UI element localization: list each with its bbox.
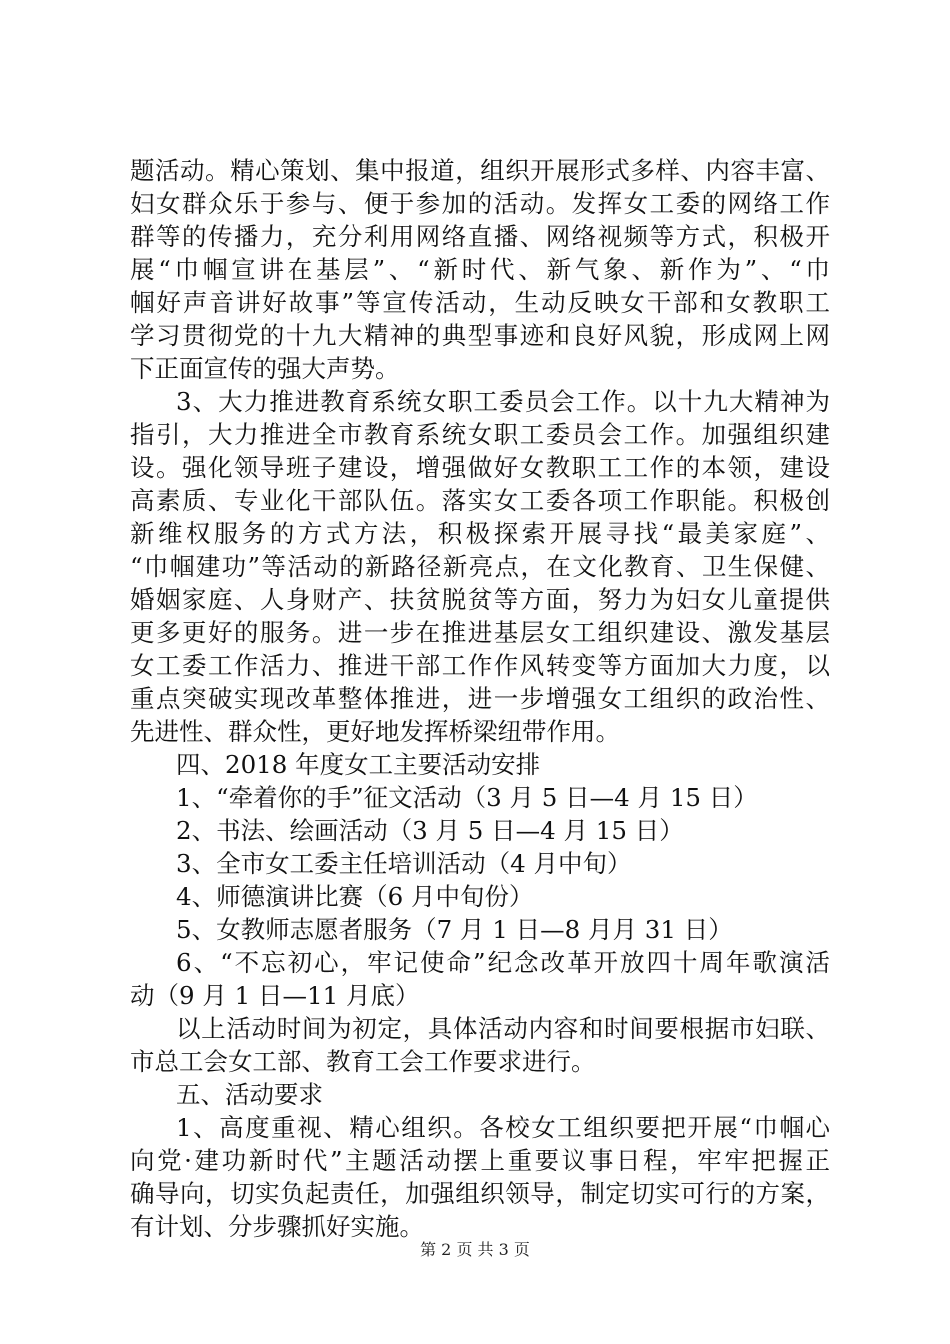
text-line: 先进性、群众性，更好地发挥桥梁纽带作用。 [130,717,620,746]
text-line: 妇女群众乐于参与、便于参加的活动。发挥女工委的网络工作 [130,189,830,218]
section-heading: 四、2018 年度女工主要活动安排 [176,750,541,779]
text-line: 向党·建功新时代”主题活动摆上重要议事日程，牢牢把握正 [130,1146,830,1175]
text-line: 以上活动时间为初定，具体活动内容和时间要根据市妇联、 [176,1014,830,1043]
text-line: 更多更好的服务。进一步在推进基层女工组织建设、激发基层 [130,618,830,647]
text-line: 学习贯彻党的十九大精神的典型事迹和良好风貌，形成网上网 [130,321,830,350]
text-line: “巾帼建功”等活动的新路径新亮点，在文化教育、卫生保健、 [130,552,830,581]
page-footer: 第 2 页 共 3 页 [420,1240,530,1259]
list-item: 5、女教师志愿者服务（7 月 1 日—8 月月 31 日） [176,915,733,944]
text-line: 有计划、分步骤抓好实施。 [130,1212,424,1241]
text-line: 下正面宣传的强大声势。 [130,354,400,383]
list-item: 1、“牵着你的手”征文活动（3 月 5 日—4 月 15 日） [176,783,758,812]
text-line: 群等的传播力，充分利用网络直播、网络视频等方式，积极开 [130,222,830,251]
text-line: 新维权服务的方式方法，积极探索开展寻找“最美家庭”、 [130,519,830,548]
text-line: 1、高度重视、精心组织。各校女工组织要把开展“巾帼心 [176,1113,830,1142]
text-line: 帼好声音讲好故事”等宣传活动，生动反映女干部和女教职工 [130,288,830,317]
text-line: 婚姻家庭、人身财产、扶贫脱贫等方面，努力为妇女儿童提供 [130,585,830,614]
text-line: 设。强化领导班子建设，增强做好女教职工工作的本领，建设 [130,453,830,482]
list-item: 4、师德演讲比赛（6 月中旬份） [176,882,534,911]
text-line: 题活动。精心策划、集中报道，组织开展形式多样、内容丰富、 [130,156,830,185]
document-body [130,154,830,1243]
text-line: 市总工会女工部、教育工会工作要求进行。 [130,1047,596,1076]
list-item: 6、“不忘初心，牢记使命”纪念改革开放四十周年歌演活 [176,948,830,977]
text-line: 展“巾帼宣讲在基层”、“新时代、新气象、新作为”、“巾 [130,255,830,284]
list-item: 2、书法、绘画活动（3 月 5 日—4 月 15 日） [176,816,684,845]
list-item: 3、全市女工委主任培训活动（4 月中旬） [176,849,632,878]
text-line: 重点突破实现改革整体推进，进一步增强女工组织的政治性、 [130,684,830,713]
text-line: 高素质、专业化干部队伍。落实女工委各项工作职能。积极创 [130,486,830,515]
section-heading: 五、活动要求 [176,1080,323,1109]
text-line: 确导向，切实负起责任，加强组织领导，制定切实可行的方案， [130,1179,830,1208]
text-line: 指引，大力推进全市教育系统女职工委员会工作。加强组织建 [130,420,830,449]
text-line: 3、大力推进教育系统女职工委员会工作。以十九大精神为 [176,387,830,416]
text-line: 动（9 月 1 日—11 月底） [130,981,420,1010]
text-line: 女工委工作活力、推进干部工作作风转变等方面加大力度，以 [130,651,830,680]
